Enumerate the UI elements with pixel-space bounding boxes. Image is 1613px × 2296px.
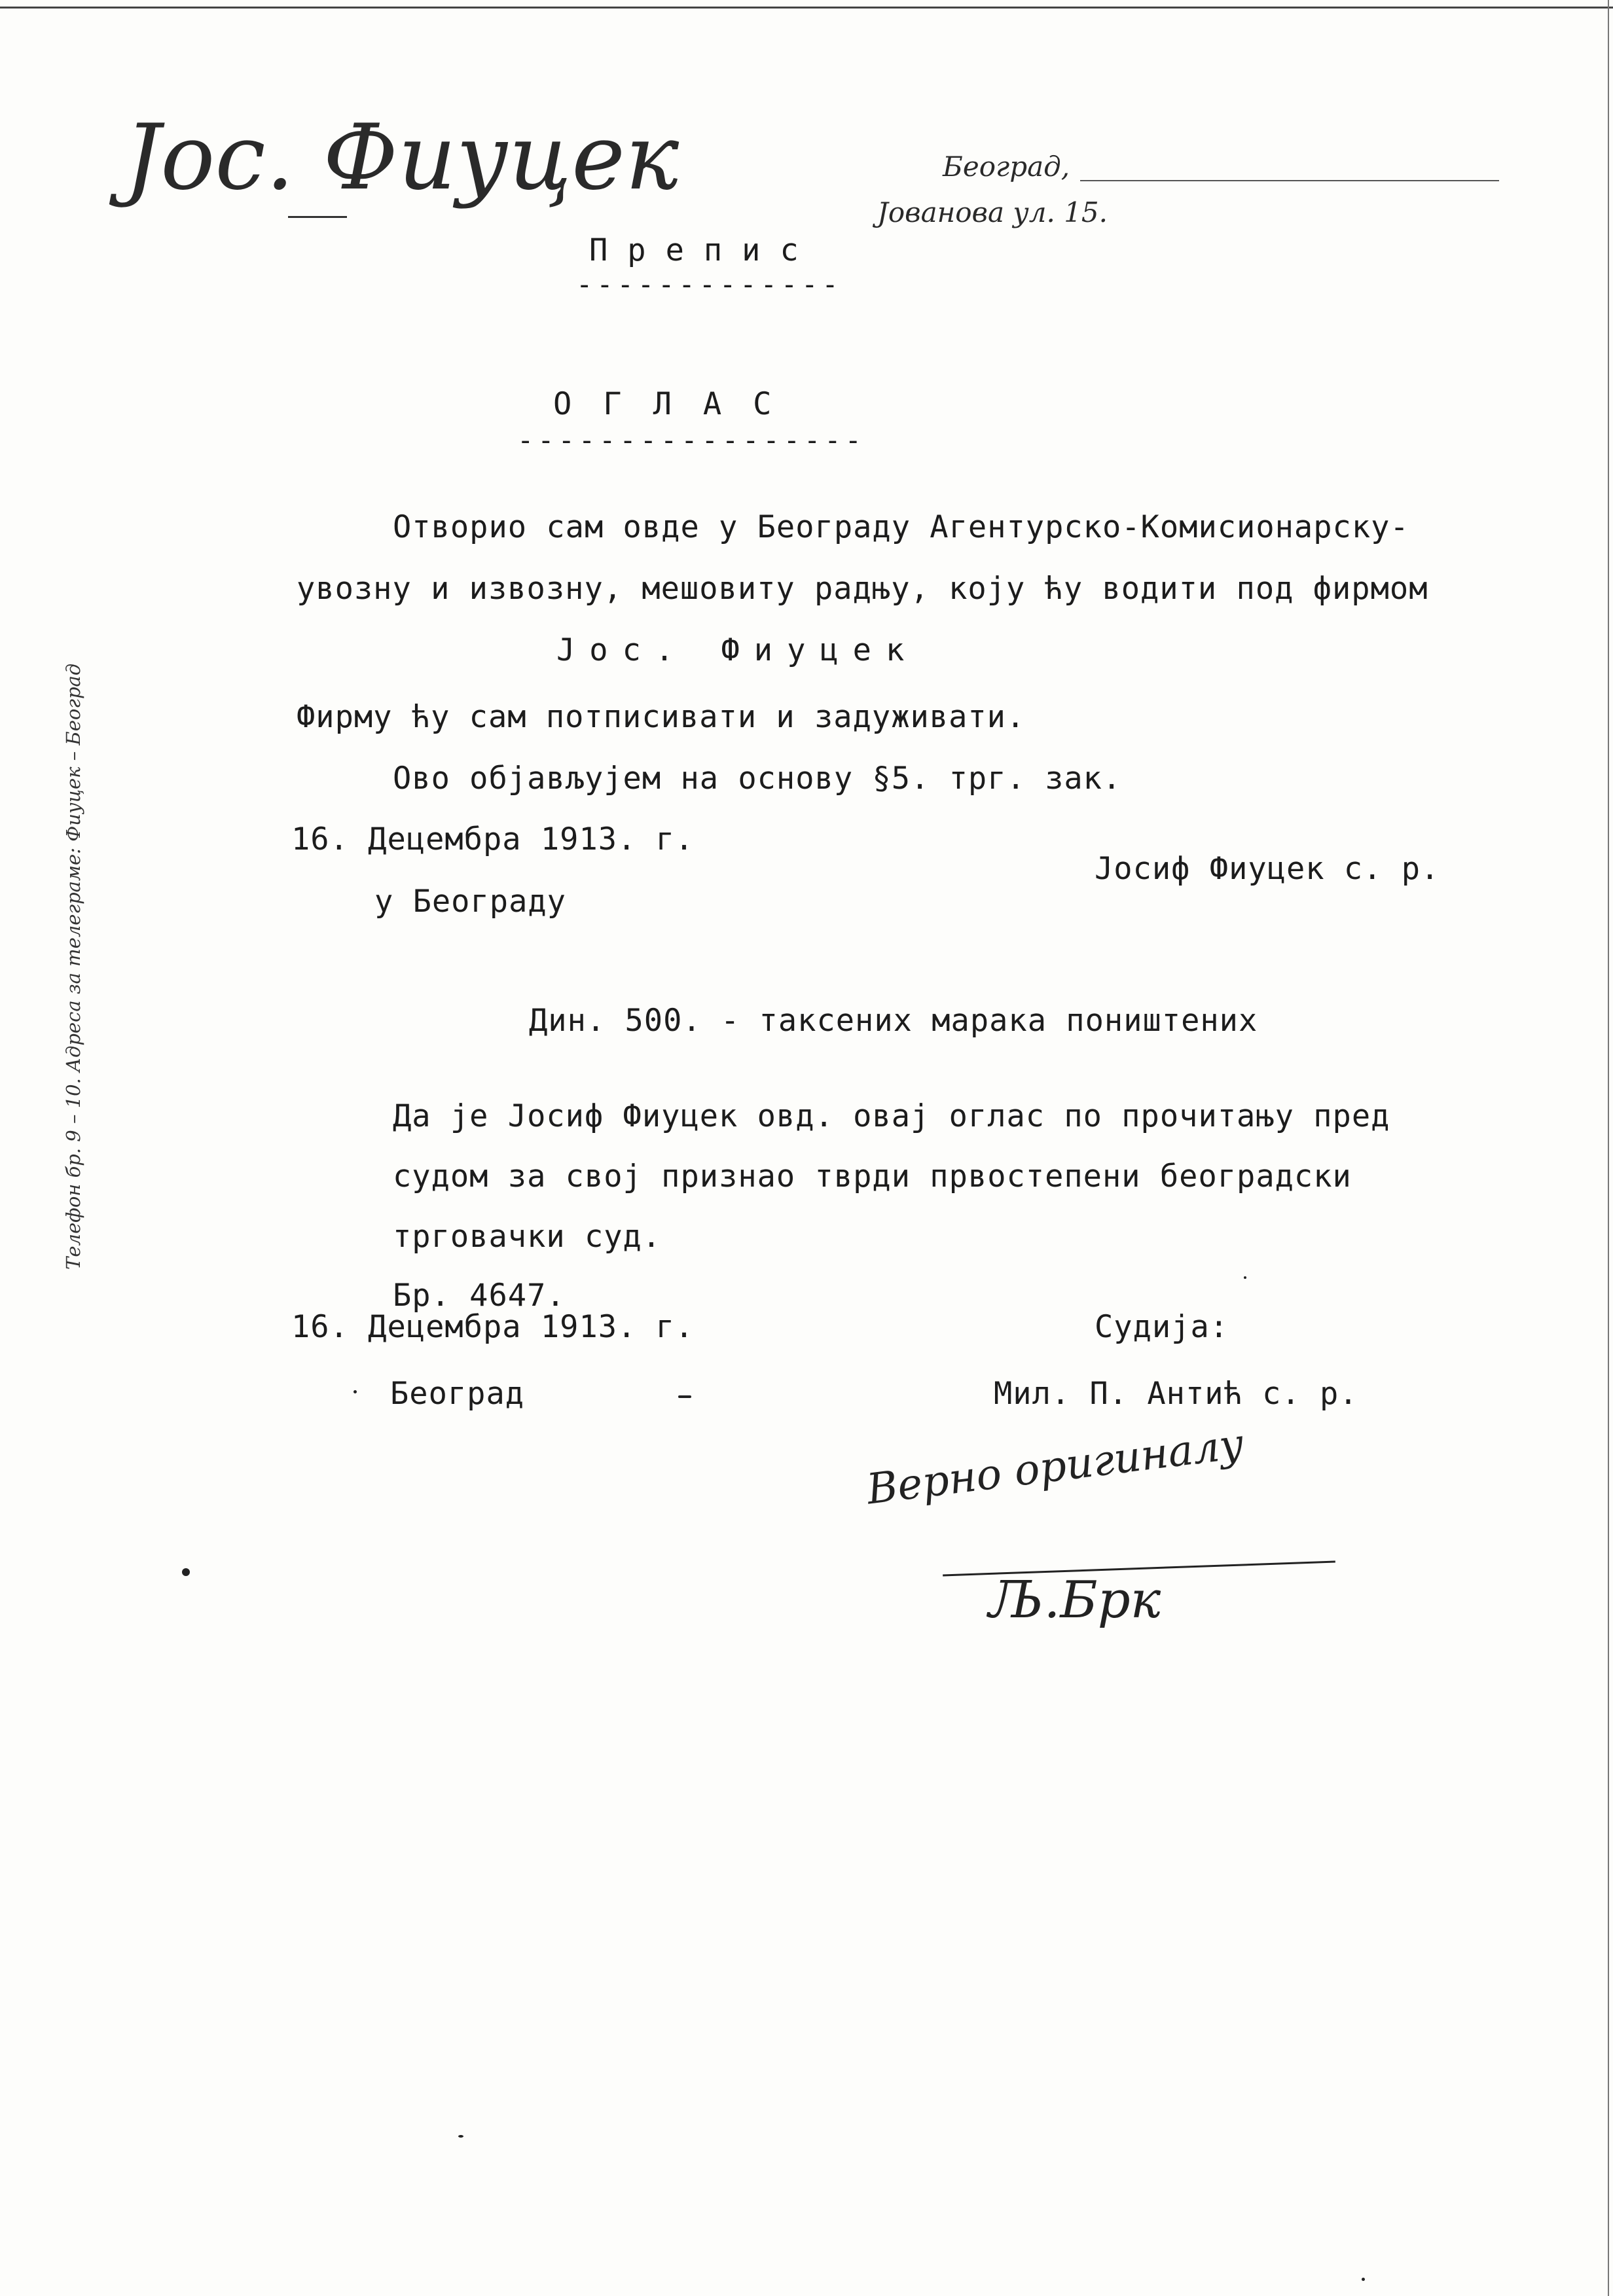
judge-name: Мил. П. Антић с. р. xyxy=(994,1376,1358,1412)
letterhead-ornament xyxy=(288,216,347,218)
body-line-2: увозну и извозну, мешовиту радњу, коју ћу водити под фирмом xyxy=(297,571,1428,607)
top-edge-line xyxy=(0,0,1613,9)
body-line-1: Отворио сам овде у Београду Агентурско-Комисионарску- xyxy=(393,509,1409,545)
handwritten-certification: Верно оригиналу xyxy=(864,1420,1247,1515)
copy-label: Препис xyxy=(589,232,818,268)
ink-speck xyxy=(1362,2278,1365,2281)
ink-speck xyxy=(182,1568,190,1576)
letterhead-city-line xyxy=(1080,180,1499,181)
court-case-number: Бр. 4647. xyxy=(393,1278,566,1314)
right-edge-line xyxy=(1608,0,1613,2296)
judge-title: Судија: xyxy=(1095,1309,1229,1345)
court-line-1: Да је Јосиф Фиуцек овд. овај оглас по прочитању пред xyxy=(393,1098,1390,1134)
copy-underline: ------------- xyxy=(576,268,843,300)
handwritten-initials: Љ.Брк xyxy=(988,1571,1161,1630)
margin-contact-text: Телефон бр. 9 – 10. Адреса за телеграме: Фиуцек – Београд xyxy=(62,663,84,1270)
court-line-2: судом за свој признао тврди првостепени београдски xyxy=(393,1158,1352,1194)
body-line-4: Ово објављујем на основу §5. трг. зак. xyxy=(393,761,1122,797)
firm-name: Јос. Фиуцек xyxy=(556,632,919,668)
body-line-3: Фирму ћу сам потписивати и задуживати. xyxy=(297,699,1026,735)
announcement-date: 16. Децембра 1913. г. xyxy=(291,821,695,857)
ink-speck xyxy=(1244,1276,1246,1279)
letterhead-street: Јованова ул. 15. xyxy=(877,196,1108,228)
court-line-3: трговачки суд. xyxy=(393,1219,662,1255)
letterhead-name: Јос. Фиуцек xyxy=(124,105,680,210)
document-title: ОГЛАС xyxy=(553,386,803,422)
court-place: Београд xyxy=(390,1376,525,1412)
court-date: 16. Децембра 1913. г. xyxy=(291,1309,695,1345)
ink-speck xyxy=(458,2135,463,2138)
ink-speck xyxy=(353,1390,357,1393)
title-underline: ----------------- xyxy=(517,424,865,456)
stamps-note: Дин. 500. - таксених марака поништених xyxy=(529,1003,1258,1039)
announcement-signature: Јосиф Фиуцек с. р. xyxy=(1095,851,1440,887)
announcement-place: у Београду xyxy=(374,884,566,920)
ink-mark xyxy=(678,1395,691,1398)
letterhead-city: Београд, xyxy=(943,151,1070,183)
